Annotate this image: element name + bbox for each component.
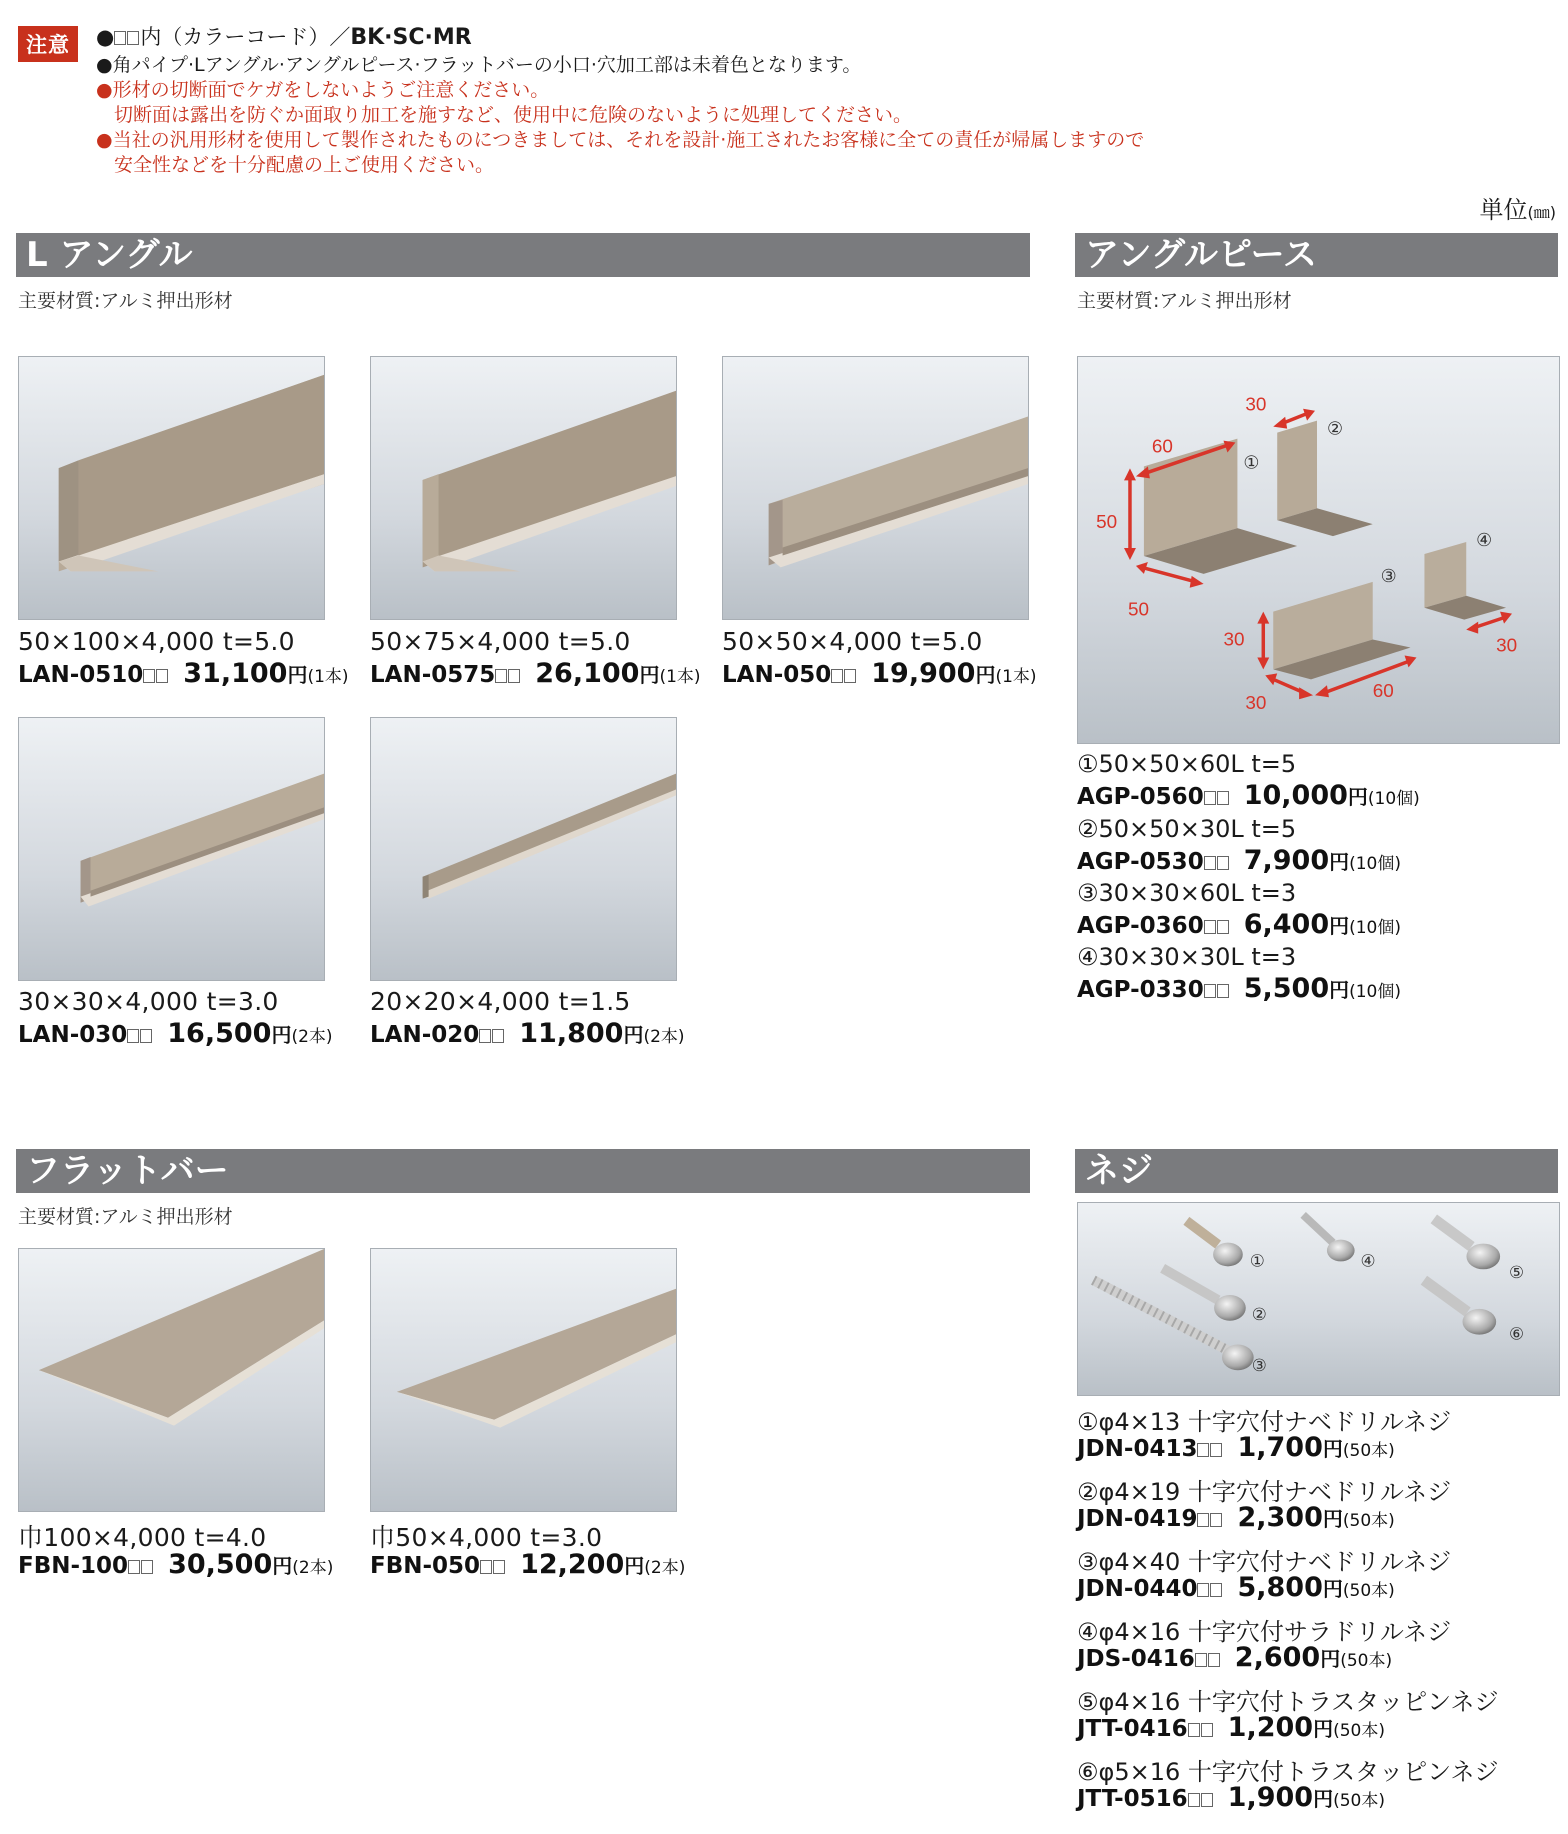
l-angle-material: 主要材質:アルミ押出形材 xyxy=(18,290,233,312)
price-jdn-0419: JDN-0419 2,300円(50本) xyxy=(1077,1502,1395,1533)
price-agp-0330: AGP-0330 5,500円(10個) xyxy=(1077,973,1402,1004)
color-box-icon xyxy=(1204,856,1216,870)
spec-fbn-100: 巾100×4,000 t=4.0 xyxy=(18,1523,267,1552)
notice-badge: 注意 xyxy=(18,26,78,62)
screws-image xyxy=(1078,1203,1559,1395)
notice-warning-line: 安全性などを十分配慮の上ご使用ください。 xyxy=(114,154,495,176)
price-lan-0575: LAN-0575 26,100円(1本) xyxy=(370,658,701,689)
dim-30-right: 30 xyxy=(1496,635,1518,657)
color-box-icon xyxy=(143,669,155,683)
l-angle-image xyxy=(19,718,324,980)
flat-bar-image xyxy=(19,1249,324,1511)
piece-number-1: ① xyxy=(1243,452,1260,474)
color-box-icon xyxy=(1188,1723,1200,1737)
color-box-icon xyxy=(1197,1583,1209,1597)
color-box-icon xyxy=(141,1560,153,1574)
spec-agp-0560: ①50×50×60L t=5 xyxy=(1077,750,1297,778)
product-photo-lan-050 xyxy=(722,356,1029,620)
price-fbn-050: FBN-050 12,200円(2本) xyxy=(370,1549,686,1580)
product-photo-lan-0575 xyxy=(370,356,677,620)
color-box-icon xyxy=(495,669,507,683)
color-box-icon xyxy=(1217,984,1229,998)
color-box-icon xyxy=(114,31,126,45)
price-jdn-0413: JDN-0413 1,700円(50本) xyxy=(1077,1432,1395,1463)
spec-lan-0510: 50×100×4,000 t=5.0 xyxy=(18,627,295,656)
price-lan-0510: LAN-0510 31,100円(1本) xyxy=(18,658,349,689)
notice-warning-line: ●当社の汎用形材を使用して製作されたものにつきましては、それを設計·施工されたお客様に全ての責任が帰属しますので xyxy=(96,129,1145,151)
dim-60-top: 60 xyxy=(1151,436,1173,458)
color-box-icon xyxy=(1204,791,1216,805)
dim-30-top: 30 xyxy=(1245,394,1267,416)
color-box-icon xyxy=(1201,1793,1213,1807)
color-box-icon xyxy=(831,669,843,683)
price-agp-0530: AGP-0530 7,900円(10個) xyxy=(1077,845,1402,876)
spec-jtt-0516: ⑥φ5×16 十字穴付トラスタッピンネジ xyxy=(1077,1758,1499,1786)
color-codes: BK·SC·MR xyxy=(350,25,472,50)
color-box-icon xyxy=(1208,1653,1220,1667)
color-box-icon xyxy=(844,669,856,683)
section-title-screws: ネジ xyxy=(1075,1149,1558,1193)
dim-30-bottom: 30 xyxy=(1245,693,1267,715)
dim-50-bottom: 50 xyxy=(1127,599,1150,621)
color-box-icon xyxy=(508,669,520,683)
color-box-icon xyxy=(128,1560,140,1574)
spec-agp-0360: ③30×30×60L t=3 xyxy=(1077,879,1297,907)
unit-label: 単位(㎜) xyxy=(1479,196,1556,224)
price-jtt-0416: JTT-0416 1,200円(50本) xyxy=(1077,1712,1385,1743)
screw-number-2: ② xyxy=(1251,1303,1267,1324)
spec-jdn-0413: ①φ4×13 十字穴付ナベドリルネジ xyxy=(1077,1408,1452,1436)
color-box-icon xyxy=(1201,1723,1213,1737)
flat-bar-image xyxy=(371,1249,676,1511)
flat-bar-material: 主要材質:アルミ押出形材 xyxy=(18,1206,233,1228)
angle-piece-diagram xyxy=(1077,356,1560,744)
spec-lan-0575: 50×75×4,000 t=5.0 xyxy=(370,627,631,656)
color-box-icon xyxy=(1210,1443,1222,1457)
color-box-icon xyxy=(492,1029,504,1043)
notice-warning-line: ●形材の切断面でケガをしないようご注意ください。 xyxy=(96,79,550,101)
section-title-angle-piece: アングルピース xyxy=(1075,233,1558,277)
screw-number-1: ① xyxy=(1249,1250,1265,1271)
screw-number-3: ③ xyxy=(1251,1355,1267,1376)
color-box-icon xyxy=(1197,1443,1209,1457)
section-title-flat-bar: フラットバー xyxy=(16,1149,1030,1193)
screws-photo xyxy=(1077,1202,1560,1396)
spec-jtt-0416: ⑤φ4×16 十字穴付トラスタッピンネジ xyxy=(1077,1688,1499,1716)
spec-jdn-0440: ③φ4×40 十字穴付ナベドリルネジ xyxy=(1077,1548,1452,1576)
dim-60-bottom: 60 xyxy=(1372,681,1394,703)
color-box-icon xyxy=(156,669,168,683)
color-box-icon xyxy=(1188,1793,1200,1807)
notice-lines xyxy=(96,22,1246,178)
price-lan-050: LAN-050 19,900円(1本) xyxy=(722,658,1037,689)
price-agp-0560: AGP-0560 10,000円(10個) xyxy=(1077,780,1420,811)
notice-line: ●角パイプ·Lアングル·アングルピース·フラットバーの小口·穴加工部は未着色となります。 xyxy=(96,54,862,76)
spec-jds-0416: ④φ4×16 十字穴付サラドリルネジ xyxy=(1077,1618,1452,1646)
l-angle-image xyxy=(723,357,1028,619)
price-jtt-0516: JTT-0516 1,900円(50本) xyxy=(1077,1782,1385,1813)
l-angle-image xyxy=(19,357,324,619)
piece-number-3: ③ xyxy=(1380,565,1397,587)
product-photo-fbn-100 xyxy=(18,1248,325,1512)
color-box-icon xyxy=(140,1029,152,1043)
dim-50-left: 50 xyxy=(1096,512,1118,534)
color-box-icon xyxy=(127,31,139,45)
color-box-icon xyxy=(1210,1513,1222,1527)
product-photo-lan-0510 xyxy=(18,356,325,620)
price-jds-0416: JDS-0416 2,600円(50本) xyxy=(1077,1642,1393,1673)
product-photo-lan-020 xyxy=(370,717,677,981)
l-angle-image xyxy=(371,718,676,980)
color-box-icon xyxy=(480,1560,492,1574)
color-box-icon xyxy=(1217,920,1229,934)
spec-jdn-0419: ②φ4×19 十字穴付ナベドリルネジ xyxy=(1077,1478,1452,1506)
color-box-icon xyxy=(479,1029,491,1043)
screw-number-6: ⑥ xyxy=(1509,1323,1525,1344)
screw-number-4: ④ xyxy=(1360,1250,1376,1271)
price-fbn-100: FBN-100 30,500円(2本) xyxy=(18,1549,334,1580)
color-box-icon xyxy=(1217,856,1229,870)
spec-lan-050: 50×50×4,000 t=5.0 xyxy=(722,627,983,656)
price-jdn-0440: JDN-0440 5,800円(50本) xyxy=(1077,1572,1395,1603)
piece-number-2: ② xyxy=(1326,418,1344,440)
color-box-icon xyxy=(1195,1653,1207,1667)
angle-piece-dimension-drawing xyxy=(1078,357,1559,743)
notice-color-code-line: ● 内（カラーコード）／BK·SC·MR xyxy=(96,25,472,50)
color-box-icon xyxy=(1217,791,1229,805)
product-photo-lan-030 xyxy=(18,717,325,981)
color-box-icon xyxy=(493,1560,505,1574)
dim-30-mid: 30 xyxy=(1223,629,1245,651)
notice-warning-line: 切断面は露出を防ぐか面取り加工を施すなど、使用中に危険のないように処理してください。 xyxy=(114,104,913,126)
product-photo-fbn-050 xyxy=(370,1248,677,1512)
spec-agp-0530: ②50×50×30L t=5 xyxy=(1077,815,1297,843)
spec-lan-030: 30×30×4,000 t=3.0 xyxy=(18,987,279,1016)
spec-fbn-050: 巾50×4,000 t=3.0 xyxy=(370,1523,603,1552)
price-lan-020: LAN-020 11,800円(2本) xyxy=(370,1018,685,1049)
price-agp-0360: AGP-0360 6,400円(10個) xyxy=(1077,909,1402,940)
spec-lan-020: 20×20×4,000 t=1.5 xyxy=(370,987,631,1016)
screw-number-5: ⑤ xyxy=(1509,1262,1525,1283)
color-box-icon xyxy=(127,1029,139,1043)
angle-piece-material: 主要材質:アルミ押出形材 xyxy=(1077,290,1292,312)
price-lan-030: LAN-030 16,500円(2本) xyxy=(18,1018,333,1049)
spec-agp-0330: ④30×30×30L t=3 xyxy=(1077,943,1297,971)
piece-number-4: ④ xyxy=(1476,530,1493,552)
l-angle-image xyxy=(371,357,676,619)
color-box-icon xyxy=(1197,1513,1209,1527)
color-box-icon xyxy=(1204,984,1216,998)
color-box-icon xyxy=(1204,920,1216,934)
section-title-l-angle: L アングル xyxy=(16,233,1030,277)
color-box-icon xyxy=(1210,1583,1222,1597)
